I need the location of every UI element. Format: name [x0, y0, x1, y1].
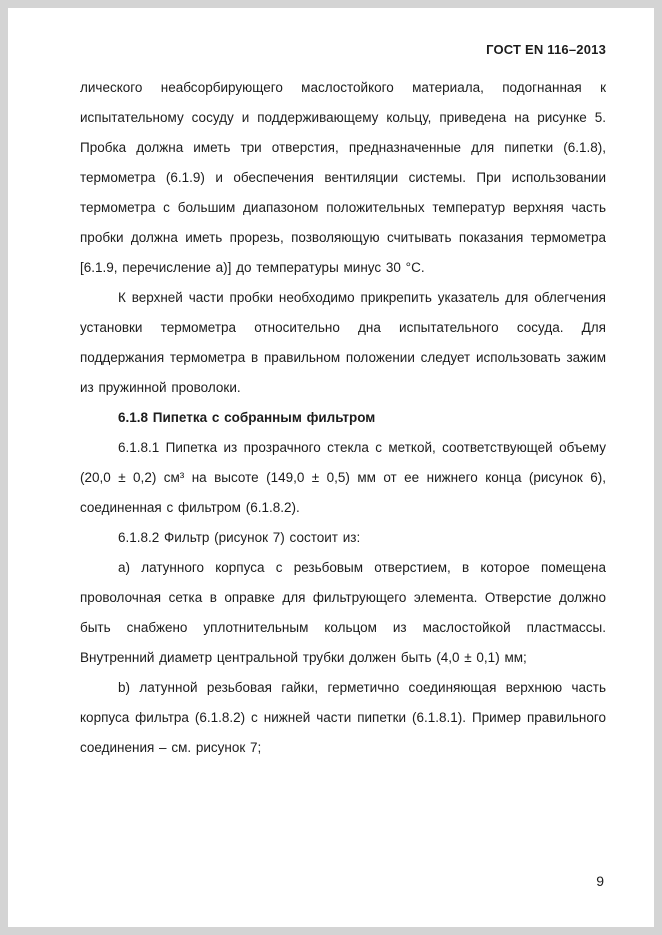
paragraph: К верхней части пробки необходимо прикрепить указатель для облегчения установки термометра относительно дна испытательного сосуда. Для поддержания термометра в правильном положении следует использовать зажим из пружинной проволоки. — [80, 290, 606, 395]
standard-designation-header: ГОСТ EN 116–2013 — [486, 42, 606, 57]
paragraph: 6.1.8.1 Пипетка из прозрачного стекла с меткой, соответствующей объему (20,0 ± 0,2) см³ на высоте (149,0 ± 0,5) мм от ее нижнего конца (рисунок 6), соединенная с фильтром (6.1.8.2). — [80, 440, 606, 515]
paragraph: 6.1.8.2 Фильтр (рисунок 7) состоит из: — [118, 530, 361, 545]
paragraph: а) латунного корпуса с резьбовым отверстием, в которое помещена проволочная сетка в оправке для фильтрующего элемента. Отверстие должно быть снабжено уплотнительным кольцом из маслостойкой пластмассы. Внутренний диаметр центральной трубки должен быть (4,0 ± 0,1) мм; — [80, 560, 606, 665]
document-body — [80, 73, 606, 763]
document-page — [8, 8, 654, 927]
page-number: 9 — [596, 873, 604, 889]
paragraph: b) латунной резьбовая гайки, герметично соединяющая верхнюю часть корпуса фильтра (6.1.8.2) с нижней части пипетки (6.1.8.1). Пример правильного соединения – см. рисунок 7; — [80, 680, 606, 755]
section-heading: 6.1.8 Пипетка с собранным фильтром — [118, 410, 376, 425]
paragraph: лического неабсорбирующего маслостойкого материала, подогнанная к испытательному сосуду и поддерживающему кольцу, приведена на рисунке 5. Пробка должна иметь три отверстия, предназначенные для пипетки (6.1.8), термометра (6.1.9) и обеспечения вентиляции системы. При использовании термометра с большим диапазоном положительных температур верхняя часть пробки должна иметь прорезь, позволяющую считывать показания термометра [6.1.9, перечисление а)] до температуры минус 30 °С. — [80, 80, 606, 275]
